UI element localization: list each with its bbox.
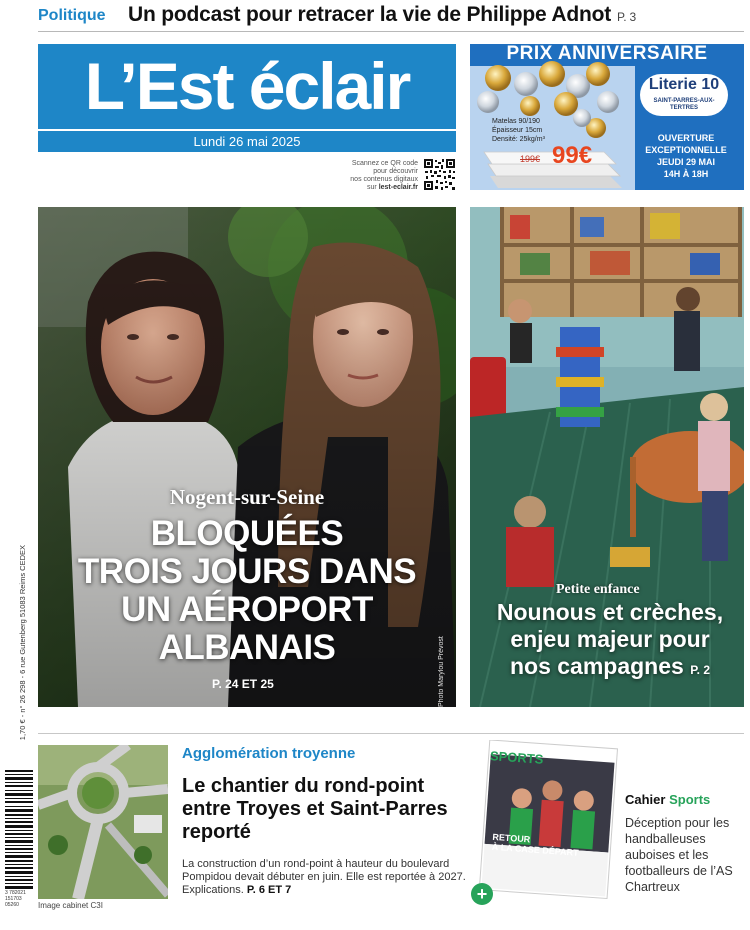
main-story[interactable] xyxy=(38,207,456,707)
right-story-headline-line3 xyxy=(476,653,744,684)
sports-cover-label: SPORTS xyxy=(489,748,544,767)
main-story-kicker: Nogent-sur-Seine xyxy=(169,485,325,509)
ad-spec-line2: Épaisseur 15cm xyxy=(492,127,543,134)
qr-caption-line4 xyxy=(320,184,418,192)
masthead-rule xyxy=(38,129,456,131)
ad-spec-line3: Densité: 25kg/m³ xyxy=(492,136,545,143)
photo-credit: Photo Marylou Prévost xyxy=(438,636,445,707)
main-story-headline-line1: BLOQUÉES xyxy=(150,514,344,553)
right-story-kicker: Petite enfance xyxy=(556,582,640,597)
aerial-photo xyxy=(38,745,168,899)
qr-caption xyxy=(320,160,418,192)
sports-insert-body: Déception pour les handballeuses auboises et les footballeurs de l’AS Chartreux xyxy=(625,816,733,894)
ad-old-price: 199€ xyxy=(520,154,541,164)
ad-opening-line4: 14H À 18H xyxy=(663,169,709,179)
ad-brand-sub: SAINT-PARRES-AUX-TERTRES xyxy=(653,98,715,111)
barcode xyxy=(5,770,33,890)
top-teaser-headline[interactable] xyxy=(128,3,636,27)
right-story-headline-line2: enjeu majeur pour xyxy=(510,626,710,652)
main-story-headline-line4: ALBANAIS xyxy=(158,628,336,667)
masthead-date-bar xyxy=(38,132,456,152)
qr-code-icon[interactable] xyxy=(423,158,456,191)
main-story-kicker-wrap xyxy=(38,485,456,510)
divider xyxy=(38,733,744,734)
ad-title: PRIX ANNIVERSAIRE xyxy=(506,44,708,64)
right-story-page-ref: P. 2 xyxy=(690,663,711,677)
main-story-page-ref: P. 24 ET 25 xyxy=(212,677,274,691)
legal-spine: 1,70 € - n° 26 298 - 6 rue Gutenberg 51083 Reims CEDEX xyxy=(18,545,27,741)
right-story-headline[interactable] xyxy=(476,599,744,684)
image-caption: Image cabinet C3I xyxy=(38,901,103,910)
ad-spec xyxy=(492,117,592,144)
agglo-rubric: Agglomération troyenne xyxy=(182,745,356,762)
main-story-headline-line3: UN AÉROPORT xyxy=(121,590,373,629)
main-story-headline[interactable] xyxy=(38,515,456,667)
sports-title-highlight: Sports xyxy=(669,792,711,807)
ad-opening-line3: JEUDI 29 MAI xyxy=(656,157,716,167)
qr-site: lest-eclair.fr xyxy=(378,184,418,191)
newspaper-logo: L’Est éclair xyxy=(84,49,410,123)
qr-caption-prefix: sur xyxy=(367,184,379,191)
top-teaser-page-ref: P. 3 xyxy=(617,10,637,24)
ad-opening-line2: EXCEPTIONNELLE xyxy=(645,145,727,155)
ad-opening xyxy=(630,132,742,180)
agglo-headline[interactable]: Le chantier du rond-point entre Troyes et Saint-Parres reporté xyxy=(182,775,448,843)
top-teaser[interactable] xyxy=(0,0,750,34)
ad-opening-line1: OUVERTURE xyxy=(657,133,715,143)
sports-cover-image xyxy=(470,740,620,910)
main-story-headline-line2: TROIS JOURS DANS xyxy=(77,552,417,591)
issue-date: Lundi 26 mai 2025 xyxy=(193,134,301,149)
sports-title-prefix: Cahier xyxy=(625,792,670,807)
agglo-page-ref: P. 6 ET 7 xyxy=(246,884,292,896)
right-story-headline-line3-text: nos campagnes xyxy=(509,653,684,679)
qr-caption-line1: Scannez ce QR code xyxy=(351,160,418,167)
ad-spec-line1: Matelas 90/190 xyxy=(492,118,540,125)
sports-cover-headline-line1: RETOUR xyxy=(492,831,531,845)
divider xyxy=(38,31,744,32)
ad-price: 99€ xyxy=(552,142,593,169)
advertisement[interactable] xyxy=(470,44,744,190)
top-teaser-rubric: Politique xyxy=(38,7,106,24)
agglo-body xyxy=(182,858,472,897)
right-story-headline-line1: Nounous et crèches, xyxy=(496,599,724,625)
agglo-body-text: La construction d’un rond-point à hauteur du boulevard Pompidou devait débuter en juin. Elle est reportée à 2027. Explications. xyxy=(182,858,466,896)
qr-caption-line3: nos contenus digitaux xyxy=(350,176,418,183)
ad-brand: Literie 10 xyxy=(648,76,720,93)
sports-insert-cover[interactable] xyxy=(470,740,620,910)
sports-insert-title xyxy=(625,792,710,807)
right-story[interactable] xyxy=(470,207,744,707)
qr-caption-line2: pour découvrir xyxy=(373,168,418,175)
barcode-digits: 3 782021 151703 05260 xyxy=(5,890,26,908)
plus-icon[interactable]: + xyxy=(476,884,488,904)
aerial-image[interactable] xyxy=(38,745,168,899)
top-teaser-headline-text: Un podcast pour retracer la vie de Philippe Adnot xyxy=(128,3,612,26)
sports-cover-headline-line2: À LA CASE DÉPART xyxy=(491,841,579,858)
